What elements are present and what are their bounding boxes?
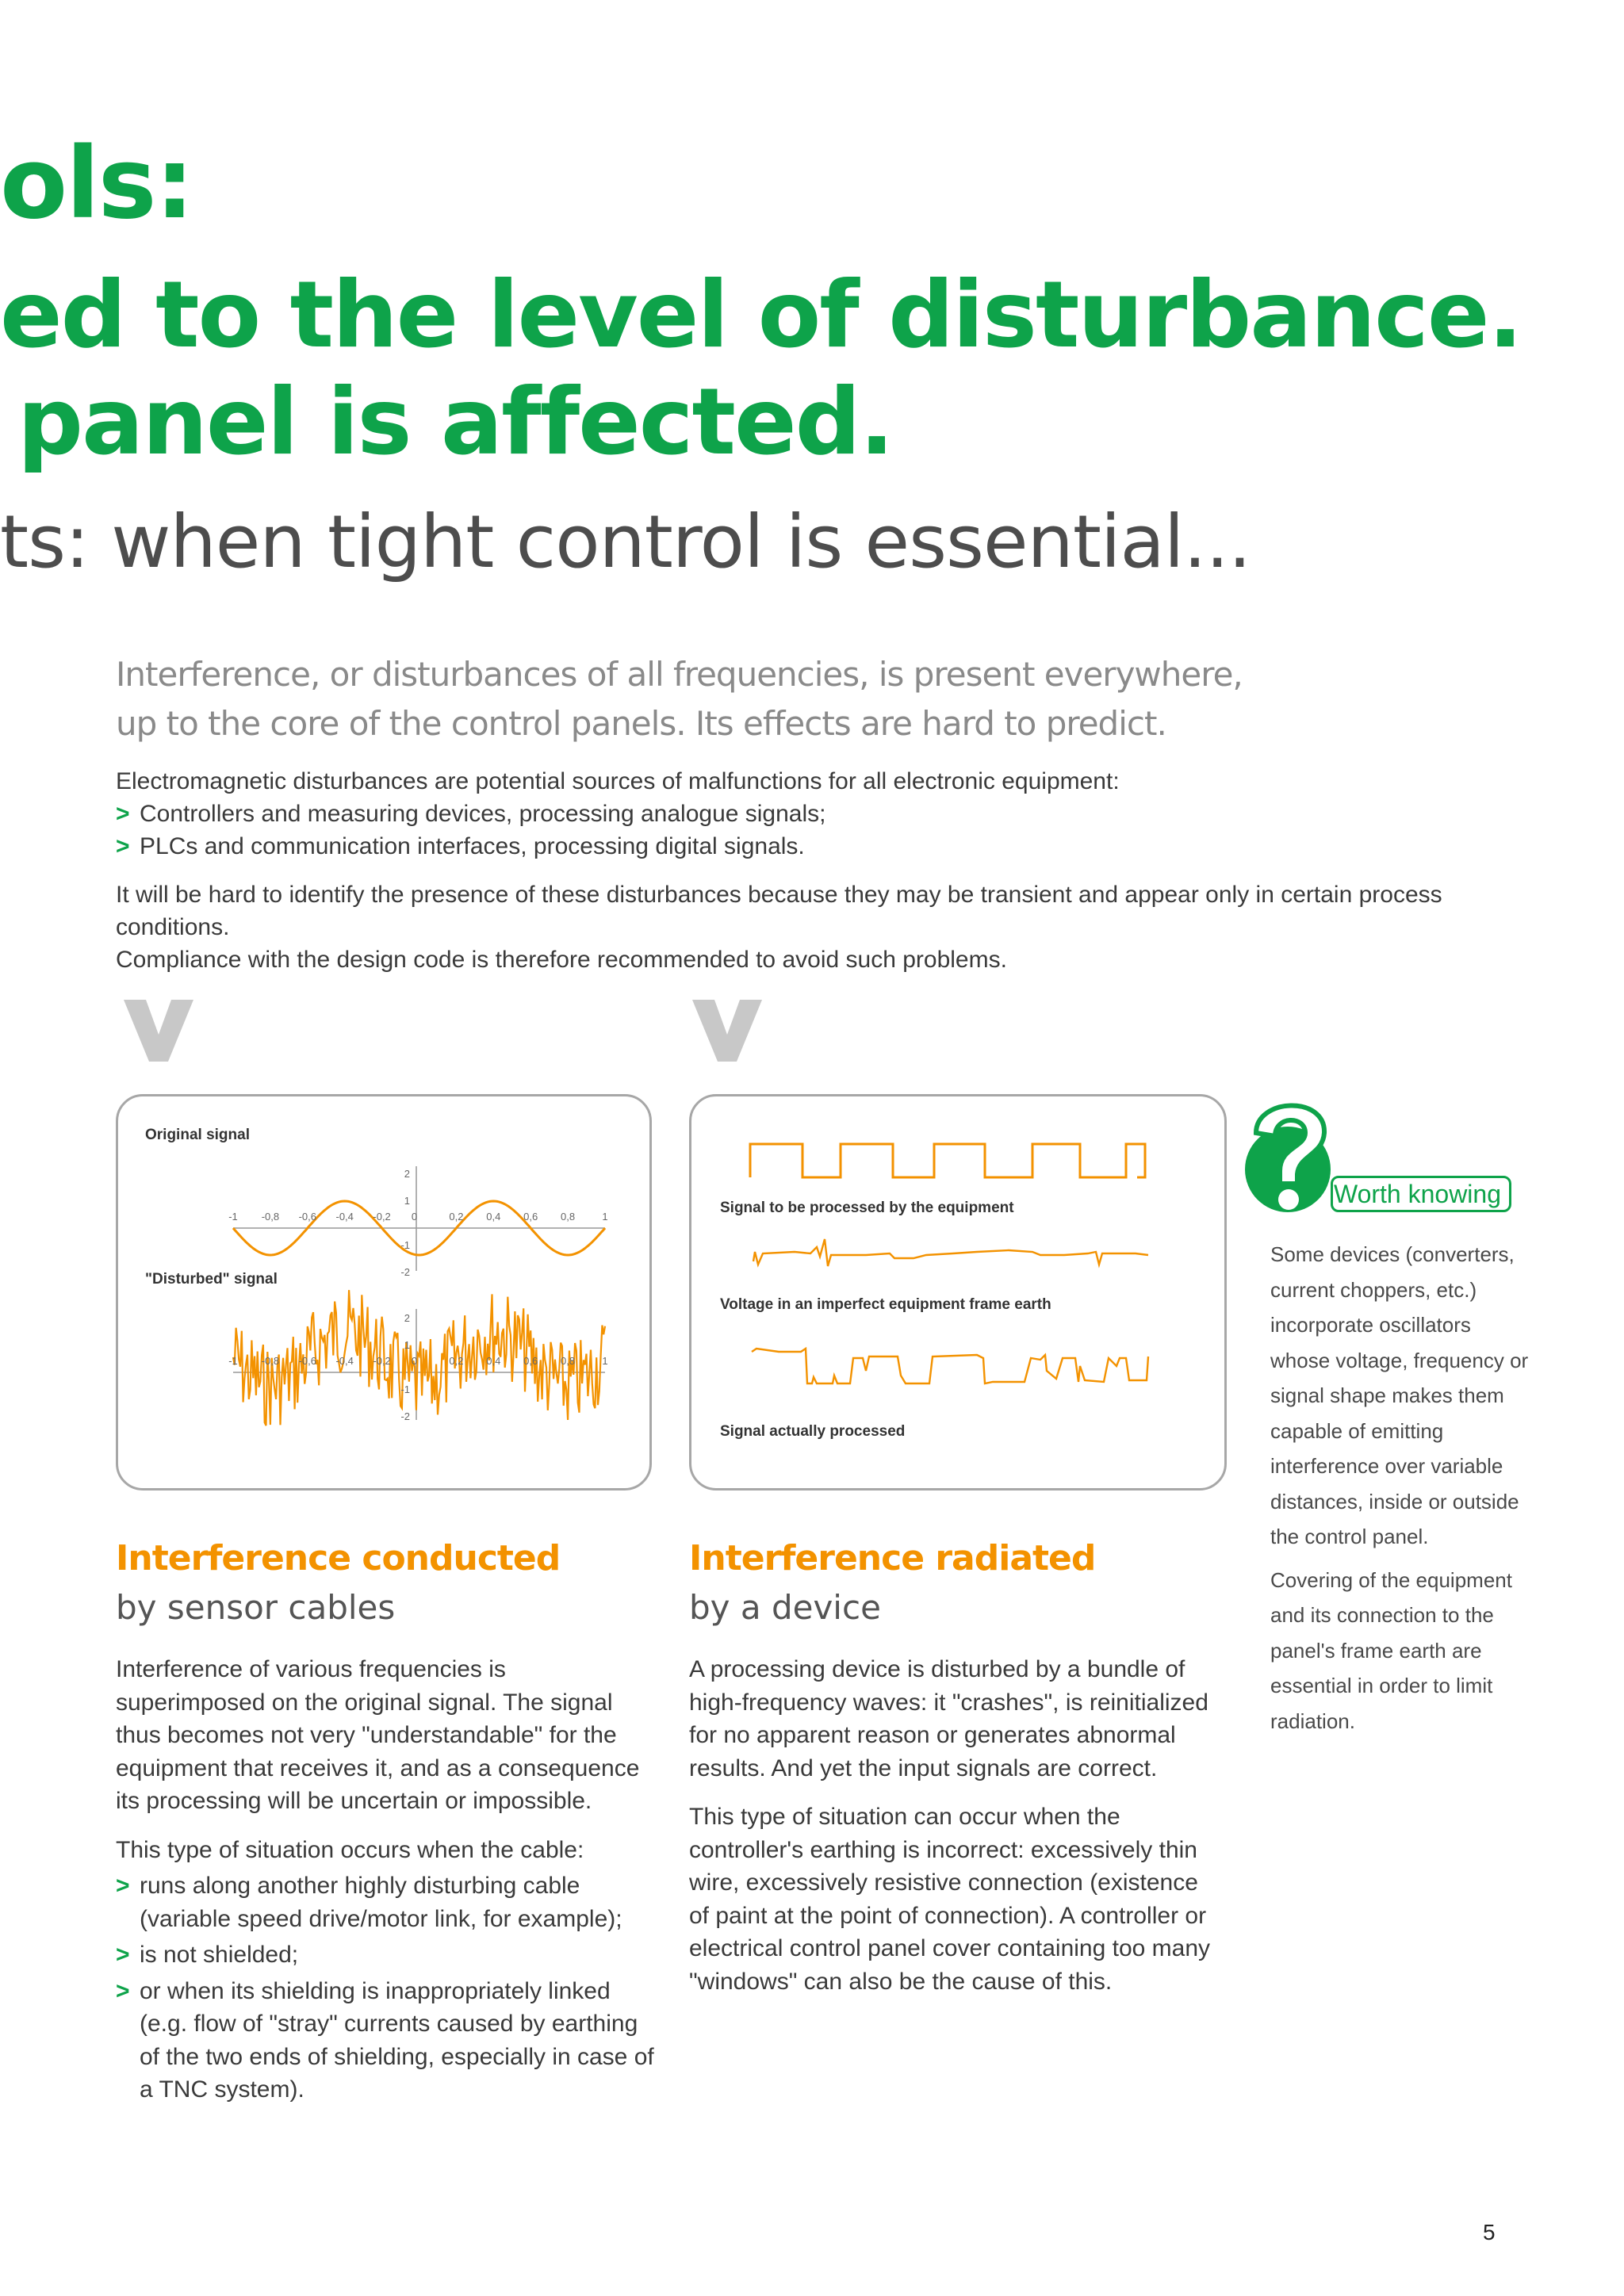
y-tick-label: 2 <box>404 1312 410 1324</box>
square-wave-signal <box>750 1144 1145 1177</box>
intro-lead-line-2: up to the core of the control panels. Its effects are hard to predict. <box>116 704 1166 743</box>
y-tick-label: -2 <box>400 1266 410 1278</box>
paragraph: Interference of various frequencies is superimposed on the original signal. The signal thus becomes not very "understandable" for the equipment that receives it, and as a consequence its processing will be uncertain or impossible. <box>116 1656 640 1814</box>
title-line-3: panel is affected. <box>17 369 893 476</box>
list-item-text: PLCs and communication interfaces, processing digital signals. <box>140 833 805 859</box>
y-tick-label: -1 <box>400 1383 410 1395</box>
bullet-marker: > <box>116 1977 130 2004</box>
x-tick-label: 0,6 <box>523 1211 538 1223</box>
section-subtitle-conducted: by sensor cables <box>116 1588 396 1627</box>
title-line-1: ols: <box>0 127 193 241</box>
list-item-text: Controllers and measuring devices, processing analogue signals; <box>140 801 826 827</box>
disturbed-signal-curve <box>233 1290 608 1425</box>
y-tick-label: -1 <box>400 1239 410 1251</box>
intro-lead-line-1: Interference, or disturbances of all frequencies, is present everywhere, <box>116 655 1243 694</box>
x-tick-label: -1 <box>228 1355 238 1367</box>
label-signal-processed: Signal actually processed <box>720 1423 906 1440</box>
sidebar-paragraph: Covering of the equipment and its connection to the panel's frame earth are essential in order to limit radiation. <box>1270 1567 1512 1733</box>
bullet-marker: > <box>116 833 130 859</box>
x-tick-label: 1 <box>602 1211 608 1223</box>
intro-text: Electromagnetic disturbances are potential sources of malfunctions for all electronic equipment: <box>116 768 1120 794</box>
x-tick-label: 0,4 <box>486 1355 501 1367</box>
x-tick-label: -1 <box>228 1211 238 1223</box>
earth-voltage-signal <box>753 1239 1148 1266</box>
x-tick-label: -0,8 <box>261 1211 280 1223</box>
x-tick-label: -0,2 <box>373 1355 391 1367</box>
section-title-conducted: Interference conducted <box>116 1538 561 1578</box>
paragraph: A processing device is disturbed by a bundle of high-frequency waves: it "crashes", is reinitialized for no apparent reason or generates abnormal results. And yet the input signals are correct. <box>689 1656 1208 1781</box>
x-tick-label: -0,4 <box>335 1211 354 1223</box>
y-tick-label: 1 <box>404 1339 410 1351</box>
section-body-conducted <box>116 1653 655 2107</box>
x-tick-label: -0,4 <box>335 1355 354 1367</box>
chevron-down-icon <box>119 995 198 1066</box>
label-disturbed-signal: "Disturbed" signal <box>145 1271 278 1288</box>
figure-conducted-panel <box>116 1094 652 1490</box>
x-tick-label: -0,6 <box>298 1355 317 1367</box>
signal-plots <box>118 1096 649 1488</box>
list-item-text: or when its shielding is inappropriately linked (e.g. flow of "stray" currents caused by earthing of the two ends of shielding, especially in case of a TNC system). <box>140 1977 654 2103</box>
x-tick-label: -0,2 <box>373 1211 391 1223</box>
x-tick-label: 0,2 <box>449 1355 464 1367</box>
intro-text-2b: Compliance with the design code is therefore recommended to avoid such problems. <box>116 947 1007 973</box>
y-tick-label: -2 <box>400 1410 410 1422</box>
bullet-marker: > <box>116 1942 130 1968</box>
sidebar-paragraph: Some devices (converters, current choppers, etc.) incorporate oscillators whose voltage, frequency or signal shape makes them capable of emitting interference over variable distances, inside or outside the control panel. <box>1270 1242 1529 1548</box>
y-tick-label: 1 <box>404 1195 410 1207</box>
x-tick-label: 1 <box>602 1355 608 1367</box>
page-number: 5 <box>1483 2220 1496 2244</box>
sidebar-text <box>1270 1237 1532 1747</box>
intro-text-2a: It will be hard to identify the presence of these disturbances because they may be transient and appear only in certain process conditions. <box>116 882 1442 940</box>
bullet-marker: > <box>116 801 130 827</box>
intro-lead <box>116 650 1385 748</box>
label-frame-earth-voltage: Voltage in an imperfect equipment frame earth <box>720 1296 1051 1313</box>
list-item <box>116 1938 655 1972</box>
x-tick-label: 0,4 <box>486 1211 501 1223</box>
x-tick-label: -0,6 <box>298 1211 317 1223</box>
list-item-text: is not shielded; <box>140 1942 299 1968</box>
bullet-marker: > <box>116 1873 130 1899</box>
label-signal-to-process: Signal to be processed by the equipment <box>720 1200 1014 1216</box>
list-item <box>116 830 1543 863</box>
paragraph: This type of situation can occur when the controller's earthing is incorrect: excessively thin wire, excessively resistive connection (existence of paint at the point of connection). A controller or electrical control panel cover containing too many "windows" can also be the cause of this. <box>689 1804 1211 1995</box>
y-tick-label: 2 <box>404 1168 410 1180</box>
chevron-down-icon <box>688 995 767 1066</box>
x-tick-label: 0 <box>411 1355 418 1367</box>
figure-radiated-panel <box>689 1094 1227 1490</box>
x-tick-label: 0,8 <box>561 1211 576 1223</box>
title-line-2: ed to the level of disturbance. <box>0 262 1522 369</box>
subtitle-line: ts: when tight control is essential... <box>0 499 1251 584</box>
question-mark-icon <box>1239 1092 1332 1219</box>
worth-knowing-label: Worth knowing <box>1333 1180 1501 1208</box>
section-subtitle-radiated: by a device <box>689 1588 881 1627</box>
section-body-radiated <box>689 1653 1212 2014</box>
intro-paragraph-2 <box>116 878 1543 976</box>
label-original-signal: Original signal <box>145 1127 250 1143</box>
list-item <box>116 798 1543 830</box>
x-tick-label: 0,8 <box>561 1355 576 1367</box>
x-tick-label: 0,2 <box>449 1211 464 1223</box>
paragraph: This type of situation occurs when the cable: <box>116 1836 584 1863</box>
worth-knowing-badge <box>1331 1176 1511 1212</box>
intro-paragraph <box>116 765 1543 863</box>
x-tick-label: 0,6 <box>523 1355 538 1367</box>
processed-signal <box>752 1349 1148 1383</box>
list-item <box>116 1869 655 1935</box>
x-tick-label: 0 <box>411 1211 418 1223</box>
x-tick-label: -0,8 <box>261 1355 280 1367</box>
section-title-radiated: Interference radiated <box>689 1538 1096 1578</box>
list-item-text: runs along another highly disturbing cable (variable speed drive/motor link, for example); <box>140 1873 622 1932</box>
list-item <box>116 1975 655 2107</box>
